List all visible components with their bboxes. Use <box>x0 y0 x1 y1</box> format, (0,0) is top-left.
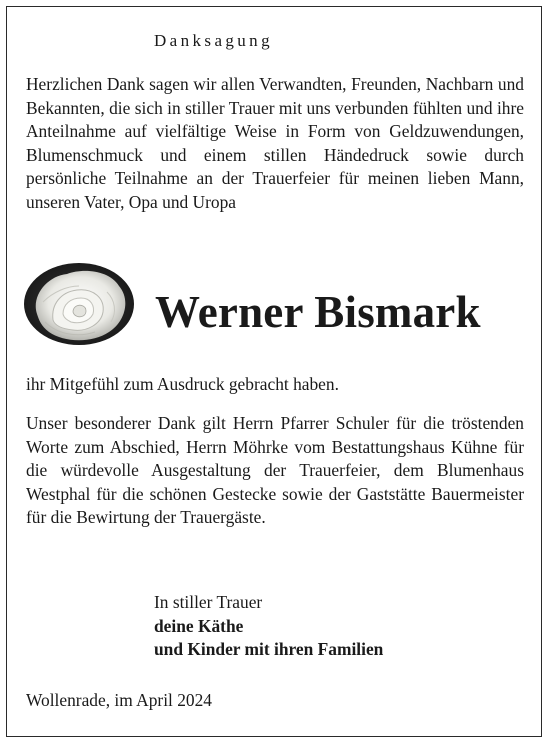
after-name-line: ihr Mitgefühl zum Ausdruck gebracht haben. <box>26 374 339 394</box>
intro-paragraph: Herzlichen Dank sagen wir allen Verwandten, Freunden, Nachbarn und Bekannten, die sich in stiller Trauer mit uns verbunden fühlten und ihre Anteilnahme auf vielfältige Weise in Form von Geldzuwendungen, Blumenschmuck und einem stillen Händedruck sowie durch persönliche Teilnahme an der Trauerfeier für meinen lieben Mann, unseren Vater, Opa und Uropa <box>26 74 524 212</box>
signature-line-2: deine Käthe <box>154 615 244 636</box>
special-thanks-paragraph: Unser besonderer Dank gilt Herrn Pfarrer Schuler für die tröstenden Worte zum Abschied, Herrn Möhrke vom Bestattungshaus Kühne für die würdevolle Ausgestaltung der Trauerfeier, dem Blumenhaus Westphal für die schönen Gestecke sowie der Gaststätte Bauermeister für die Bewirtung der Trauergäste. <box>26 413 524 528</box>
place-date: Wollenrade, im April 2024 <box>26 690 212 710</box>
notice-title: Danksagung <box>154 31 273 50</box>
white-rose-image <box>23 262 135 346</box>
deceased-name: Werner Bismark <box>155 287 481 337</box>
signature-line-3: und Kinder mit ihren Familien <box>154 639 384 660</box>
signature-block <box>154 591 383 662</box>
signature-line-1: In stiller Trauer <box>154 592 263 612</box>
